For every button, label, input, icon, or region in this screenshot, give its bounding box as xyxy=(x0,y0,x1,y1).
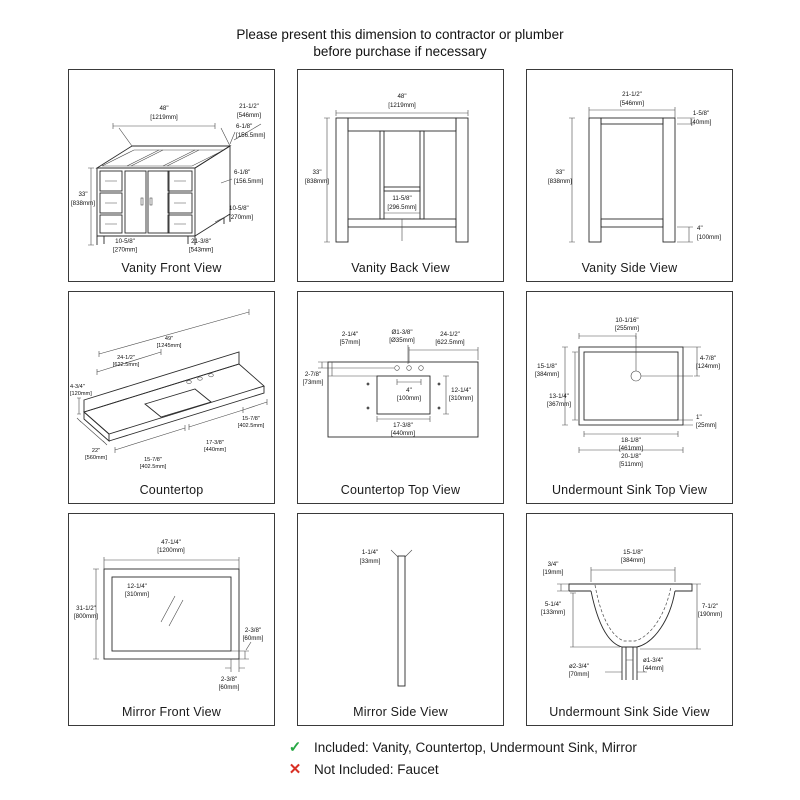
dim-label: 4" xyxy=(697,225,703,232)
dim-label: [402.5mm] xyxy=(139,464,167,470)
vanity-side-lines xyxy=(589,118,675,242)
dim-label: [120mm] xyxy=(70,391,92,397)
dim-label: 6-1/8" xyxy=(234,169,251,176)
dim-label: [800mm] xyxy=(73,613,99,620)
not-included-row xyxy=(286,758,800,780)
dim-label: 2-1/4" xyxy=(341,331,359,338)
sink-top-dim-lines xyxy=(562,333,701,453)
dim-label: [1219mm] xyxy=(150,114,178,121)
dim-label: [Ø35mm] xyxy=(389,337,415,344)
dim-label: Ø1-3/8" xyxy=(391,329,413,336)
dim-label: [1245mm] xyxy=(156,343,182,349)
dim-label: 12-1/4" xyxy=(451,387,471,394)
dim-label: 15-1/8" xyxy=(623,549,643,556)
dim-label: 15-7/8" xyxy=(242,416,260,422)
vanity-front-drawing xyxy=(69,70,272,255)
dim-label: 47-1/4" xyxy=(161,539,181,546)
sink-top-drawing xyxy=(527,292,730,477)
dim-label: 12-1/4" xyxy=(127,583,147,590)
dim-label: [546mm] xyxy=(236,112,262,119)
dim-label: [310mm] xyxy=(448,395,474,402)
countertop-top-drawing xyxy=(298,292,501,477)
cross-icon: ✕ xyxy=(288,761,302,778)
dim-label: 21-3/8" xyxy=(191,238,211,245)
included-label: Included: Vanity, Countertop, Undermount Sink, Mirror xyxy=(314,739,637,755)
legend xyxy=(286,736,800,780)
mirror-front-drawing xyxy=(69,514,272,699)
dim-label: [1200mm] xyxy=(157,547,185,554)
dim-label: [1219mm] xyxy=(388,102,416,109)
dim-label: [310mm] xyxy=(124,591,150,598)
dim-label: [40mm] xyxy=(690,119,712,126)
dim-label: 6-1/8" xyxy=(236,123,253,130)
mirror-side-lines xyxy=(398,556,405,686)
vanity-back-dim-lines xyxy=(324,110,468,242)
dim-label: [156.5mm] xyxy=(236,132,266,139)
header-line-1: Please present this dimension to contractor or plumber xyxy=(236,27,564,42)
dim-label: [622.5mm] xyxy=(112,362,140,368)
dim-label: 11-5/8" xyxy=(392,195,412,202)
dim-label: 4-7/8" xyxy=(699,355,717,362)
dim-label: 21-1/2" xyxy=(622,91,642,98)
panel-sink-top-view xyxy=(526,291,733,504)
dim-label: [156.5mm] xyxy=(234,178,264,185)
not-included-label: Not Included: Faucet xyxy=(314,761,439,777)
dim-label: [60mm] xyxy=(218,684,240,691)
dim-label: 3/4" xyxy=(547,561,559,568)
dim-label: [511mm] xyxy=(619,461,643,468)
panel-vanity-back-view xyxy=(297,69,504,282)
panel-countertop-top-view xyxy=(297,291,504,504)
check-icon: ✓ xyxy=(288,739,302,756)
dim-label: 2-3/8" xyxy=(220,676,238,683)
dim-label: 17-3/8" xyxy=(393,422,413,429)
dim-label: [44mm] xyxy=(643,665,664,672)
dim-label: [270mm] xyxy=(112,246,138,254)
dim-label: [384mm] xyxy=(534,371,560,378)
dim-label: [461mm] xyxy=(618,445,644,452)
dim-label: 4" xyxy=(406,387,412,394)
dim-label: ø2-3/4" xyxy=(568,663,590,670)
mirror-front-dim-lines xyxy=(93,557,251,672)
panel-mirror-front-view xyxy=(68,513,275,726)
mirror-side-drawing xyxy=(298,514,501,699)
dim-label: [440mm] xyxy=(390,430,416,437)
dim-label: [133mm] xyxy=(540,609,566,616)
dim-label: 13-1/4" xyxy=(549,393,569,400)
panel-caption: Vanity Front View xyxy=(121,261,222,275)
dim-label: [57mm] xyxy=(339,339,361,346)
dim-label: 1-5/8" xyxy=(692,110,710,117)
header-line-2: before purchase if necessary xyxy=(313,44,487,59)
dim-label: 49" xyxy=(164,336,174,342)
dim-label: 48" xyxy=(159,105,169,112)
dim-label: 15-1/8" xyxy=(537,363,557,370)
dim-label: 10-5/8" xyxy=(115,238,135,245)
dim-label: 10-1/16" xyxy=(615,317,639,324)
dim-label: 20-1/8" xyxy=(621,453,641,460)
dim-label: [367mm] xyxy=(546,401,572,408)
dim-label: 15-7/8" xyxy=(144,457,162,463)
dim-label: 33" xyxy=(312,169,322,176)
dim-label: 4-3/4" xyxy=(70,384,85,390)
panel-caption: Undermount Sink Side View xyxy=(549,705,710,719)
dim-label: [25mm] xyxy=(696,422,717,429)
dim-label: [838mm] xyxy=(70,200,96,207)
dim-label: [73mm] xyxy=(302,379,324,386)
dim-label: [543mm] xyxy=(188,246,214,254)
dim-label: 18-1/8" xyxy=(621,437,641,444)
dim-label: [270mm] xyxy=(229,214,254,221)
countertop-drawing xyxy=(69,292,272,477)
dim-label: 33" xyxy=(78,191,88,198)
dim-label: 2-3/8" xyxy=(244,627,262,634)
panel-caption: Mirror Side View xyxy=(353,705,448,719)
panel-countertop xyxy=(68,291,275,504)
dim-label: 31-1/2" xyxy=(76,605,96,612)
panel-vanity-side-view xyxy=(526,69,733,282)
dim-label: [124mm] xyxy=(695,363,721,370)
panel-caption: Countertop xyxy=(139,483,204,497)
dim-label: 1-1/4" xyxy=(361,549,379,556)
dim-label: 48" xyxy=(397,93,407,100)
countertop-top-dim-lines xyxy=(318,345,478,422)
dim-label: [255mm] xyxy=(614,325,640,332)
dim-label: 10-5/8" xyxy=(229,205,249,212)
dim-label: 5-1/4" xyxy=(544,601,562,608)
dim-label: [838mm] xyxy=(304,178,330,185)
dim-label: [100mm] xyxy=(697,234,722,241)
dim-label: [296.5mm] xyxy=(387,204,417,211)
dim-label: 21-1/2" xyxy=(239,103,259,110)
dim-label: [60mm] xyxy=(242,635,264,642)
dim-label: [100mm] xyxy=(396,395,422,402)
dim-label: [384mm] xyxy=(620,557,646,564)
dim-label: [402.5mm] xyxy=(237,423,265,429)
dim-label: ø1-3/4" xyxy=(643,657,664,664)
panel-caption: Undermount Sink Top View xyxy=(551,483,708,497)
dim-label: 17-3/8" xyxy=(206,440,224,446)
panel-caption: Vanity Back View xyxy=(351,261,450,275)
dim-label: 24-1/2" xyxy=(440,331,460,338)
dim-label: 2-7/8" xyxy=(304,371,322,378)
dim-label: [838mm] xyxy=(547,178,573,185)
dim-label: [33mm] xyxy=(359,558,381,565)
page-header xyxy=(0,26,800,60)
sink-side-dim-lines xyxy=(557,567,701,675)
included-row xyxy=(286,736,800,758)
dim-label: [190mm] xyxy=(697,611,723,618)
dim-label: 33" xyxy=(555,169,565,176)
dim-label: [19mm] xyxy=(542,569,564,576)
dim-label: [622.5mm] xyxy=(435,339,465,346)
dim-label: [560mm] xyxy=(85,455,107,461)
panel-caption: Vanity Side View xyxy=(581,261,678,275)
panel-vanity-front-view xyxy=(68,69,275,282)
dim-label: 1" xyxy=(696,414,702,421)
diagram-grid xyxy=(68,69,736,726)
dim-label: 22" xyxy=(91,448,101,454)
panel-caption: Countertop Top View xyxy=(340,483,461,497)
vanity-side-drawing xyxy=(527,70,730,255)
sink-side-drawing xyxy=(527,514,730,699)
dim-label: [440mm] xyxy=(204,447,226,453)
dim-label: 7-1/2" xyxy=(701,603,719,610)
panel-caption: Mirror Front View xyxy=(121,705,222,719)
mirror-front-lines xyxy=(104,569,239,659)
dim-label: [70mm] xyxy=(568,671,590,678)
vanity-front-lines xyxy=(97,146,230,245)
panel-mirror-side-view xyxy=(297,513,504,726)
dim-label: [546mm] xyxy=(619,100,645,107)
dim-label: 24-1/2" xyxy=(117,355,135,361)
vanity-side-dim-lines xyxy=(569,107,695,242)
panel-sink-side-view xyxy=(526,513,733,726)
sink-top-lines xyxy=(579,347,683,425)
vanity-back-drawing xyxy=(298,70,501,255)
